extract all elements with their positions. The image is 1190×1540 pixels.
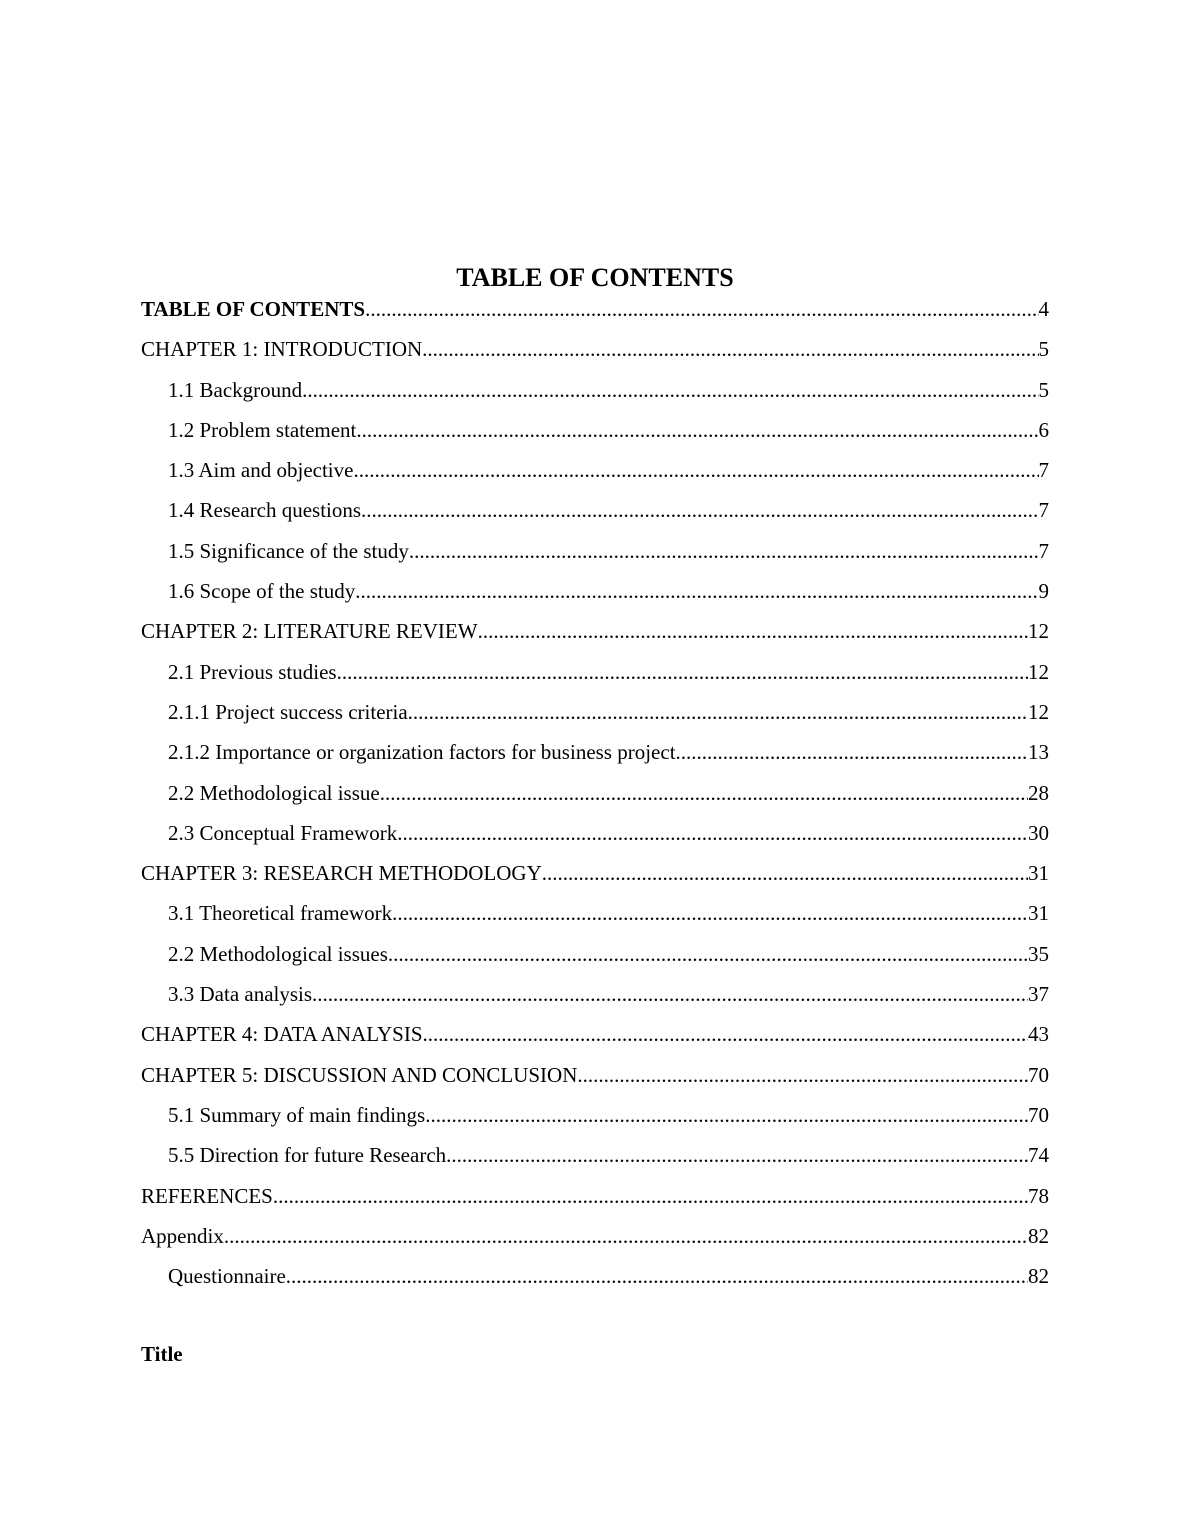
toc-entry-text: 1.2 Problem statement: [168, 417, 357, 442]
toc-dot-leader: [409, 534, 1039, 568]
toc-entry-text: CHAPTER 3: RESEARCH METHODOLOGY: [141, 861, 542, 886]
toc-entry[interactable]: [141, 735, 1049, 775]
toc-entry[interactable]: [141, 977, 1049, 1017]
toc-dot-leader: [425, 1098, 1028, 1132]
toc-entry[interactable]: [141, 1138, 1049, 1178]
toc-entry[interactable]: [141, 776, 1049, 816]
toc-dot-leader: [380, 776, 1028, 810]
toc-page-number: 37: [1028, 982, 1049, 1007]
toc-page-number: 5: [1038, 337, 1049, 362]
toc-entry-text: 2.3 Conceptual Framework: [168, 820, 398, 845]
toc-entry[interactable]: [141, 292, 1049, 332]
toc-dot-leader: [397, 816, 1028, 850]
toc-page-number: 7: [1038, 538, 1049, 563]
toc-dot-leader: [365, 292, 1038, 326]
toc-dot-leader: [577, 1058, 1028, 1092]
toc-dot-leader: [542, 856, 1028, 890]
toc-dot-leader: [446, 1138, 1028, 1172]
toc-entry-text: 1.4 Research questions: [168, 498, 362, 523]
toc-dot-leader: [302, 373, 1038, 407]
toc-entry-text: 1.6 Scope of the study: [168, 579, 356, 604]
toc-entry[interactable]: [141, 574, 1049, 614]
toc-page-number: 12: [1028, 619, 1049, 644]
toc-entry[interactable]: [141, 332, 1049, 372]
toc-page-number: 74: [1028, 1143, 1049, 1168]
toc-page-number: 31: [1028, 901, 1049, 926]
section-title-label: Title: [141, 1342, 183, 1366]
toc-entry[interactable]: [141, 373, 1049, 413]
toc-entry[interactable]: [141, 1179, 1049, 1219]
toc-entry-text: 1.1 Background: [168, 377, 303, 402]
toc-entry[interactable]: [141, 413, 1049, 453]
toc-entry-text: CHAPTER 1: INTRODUCTION: [141, 337, 423, 362]
toc-entry[interactable]: [141, 896, 1049, 936]
toc-page-number: 7: [1038, 498, 1049, 523]
toc-entry[interactable]: [141, 614, 1049, 654]
toc-page-number: 12: [1028, 699, 1049, 724]
toc-page-number: 31: [1028, 861, 1049, 886]
toc-page-number: 43: [1028, 1022, 1049, 1047]
toc-entry-text: TABLE OF CONTENTS: [141, 297, 366, 321]
toc-entry[interactable]: [141, 655, 1049, 695]
toc-entry[interactable]: [141, 695, 1049, 735]
toc-page-number: 82: [1028, 1264, 1049, 1289]
toc-entry-text: 2.2 Methodological issue: [168, 780, 380, 805]
toc-entry-text: 3.1 Theoretical framework: [168, 901, 393, 926]
toc-entry-text: 2.1.1 Project success criteria: [168, 699, 408, 724]
toc-dot-leader: [224, 1219, 1028, 1253]
toc-entry-text: REFERENCES: [141, 1183, 273, 1208]
toc-page-number: 12: [1028, 659, 1049, 684]
toc-entry[interactable]: [141, 1259, 1049, 1299]
toc-dot-leader: [273, 1179, 1028, 1213]
toc-entry[interactable]: [141, 1219, 1049, 1259]
toc-entry-text: 1.5 Significance of the study: [168, 538, 409, 563]
toc-dot-leader: [286, 1259, 1028, 1293]
toc-entry[interactable]: [141, 493, 1049, 533]
toc-page-number: 30: [1028, 820, 1049, 845]
toc-list: [141, 292, 1049, 1299]
toc-dot-leader: [356, 413, 1038, 447]
toc-entry[interactable]: [141, 453, 1049, 493]
toc-page-number: 78: [1028, 1183, 1049, 1208]
toc-dot-leader: [337, 655, 1028, 689]
toc-page-number: 7: [1038, 458, 1049, 483]
toc-entry-text: CHAPTER 4: DATA ANALYSIS: [141, 1022, 423, 1047]
toc-page-number: 6: [1038, 417, 1049, 442]
toc-entry[interactable]: [141, 1098, 1049, 1138]
toc-dot-leader: [355, 574, 1038, 608]
toc-dot-leader: [478, 614, 1028, 648]
toc-page-number: 82: [1028, 1223, 1049, 1248]
toc-entry-text: Appendix: [141, 1223, 224, 1248]
toc-entry[interactable]: [141, 856, 1049, 896]
toc-dot-leader: [676, 735, 1028, 769]
toc-entry[interactable]: [141, 534, 1049, 574]
toc-page-number: 9: [1038, 579, 1049, 604]
toc-entry-text: 2.1 Previous studies: [168, 659, 337, 684]
toc-dot-leader: [408, 695, 1028, 729]
toc-entry-text: Questionnaire: [168, 1264, 286, 1289]
toc-page-number: 5: [1038, 377, 1049, 402]
toc-page-number: 4: [1038, 297, 1049, 321]
toc-dot-leader: [388, 937, 1028, 971]
toc-dot-leader: [392, 896, 1028, 930]
toc-dot-leader: [361, 493, 1038, 527]
toc-dot-leader: [423, 1017, 1028, 1051]
toc-heading: TABLE OF CONTENTS: [456, 263, 734, 292]
toc-entry-text: CHAPTER 2: LITERATURE REVIEW: [141, 619, 478, 644]
toc-entry-text: 2.2 Methodological issues: [168, 941, 388, 966]
toc-entry[interactable]: [141, 1017, 1049, 1057]
toc-entry-text: 1.3 Aim and objective: [168, 458, 354, 483]
toc-entry-text: 2.1.2 Importance or organization factors for business project: [168, 740, 676, 765]
toc-dot-leader: [353, 453, 1038, 487]
toc-entry[interactable]: [141, 937, 1049, 977]
toc-entry[interactable]: [141, 816, 1049, 856]
toc-page-number: 28: [1028, 780, 1049, 805]
toc-dot-leader: [422, 332, 1038, 366]
toc-dot-leader: [312, 977, 1028, 1011]
toc-entry-text: 5.1 Summary of main findings: [168, 1102, 426, 1127]
toc-entry-text: 3.3 Data analysis: [168, 982, 313, 1007]
toc-page-number: 70: [1028, 1102, 1049, 1127]
toc-entry-text: CHAPTER 5: DISCUSSION AND CONCLUSION: [141, 1062, 578, 1087]
toc-entry[interactable]: [141, 1058, 1049, 1098]
toc-entry-text: 5.5 Direction for future Research: [168, 1143, 447, 1168]
toc-page-number: 70: [1028, 1062, 1049, 1087]
toc-page-number: 13: [1028, 740, 1049, 765]
toc-page-number: 35: [1028, 941, 1049, 966]
